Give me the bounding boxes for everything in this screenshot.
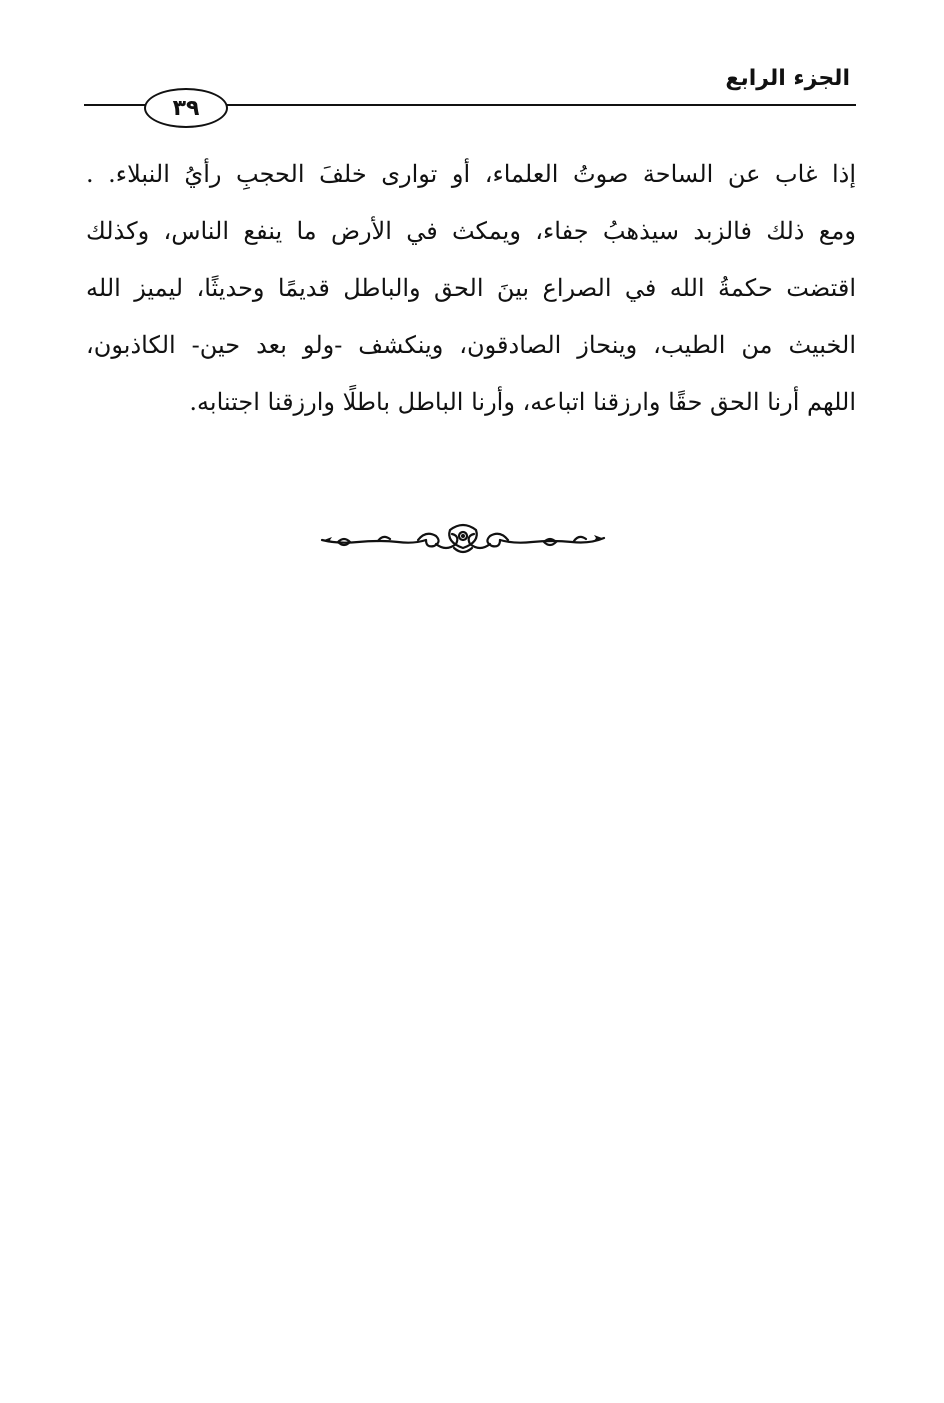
text-line: اقتضت حكمةُ الله في الصراع بينَ الحق والباطل قديمًا وحديثًا، ليميز الله <box>86 274 856 302</box>
text-line: الخبيث من الطيب، وينحاز الصادقون، وينكشف -ولو بعد حين- الكاذبون، <box>86 331 856 359</box>
decorative-divider-ornament-icon <box>318 518 608 558</box>
running-header-title: الجزء الرابع <box>725 66 850 91</box>
text-line: اللهم أرنا الحق حقًا وارزقنا اتباعه، وأرنا الباطل باطلًا وارزقنا اجتنابه. <box>189 388 856 416</box>
text-line: ومع ذلك فالزبد سيذهبُ جفاء، ويمكث في الأرض ما ينفع الناس، وكذلك <box>86 217 856 245</box>
body-paragraph <box>86 146 856 431</box>
page-number: ٣٩ <box>172 95 200 121</box>
text-line: إذا غاب عن الساحة صوتُ العلماء، أو توارى خلفَ الحجبِ رأيُ النبلاء. . <box>86 160 856 188</box>
page-number-badge <box>144 88 228 128</box>
